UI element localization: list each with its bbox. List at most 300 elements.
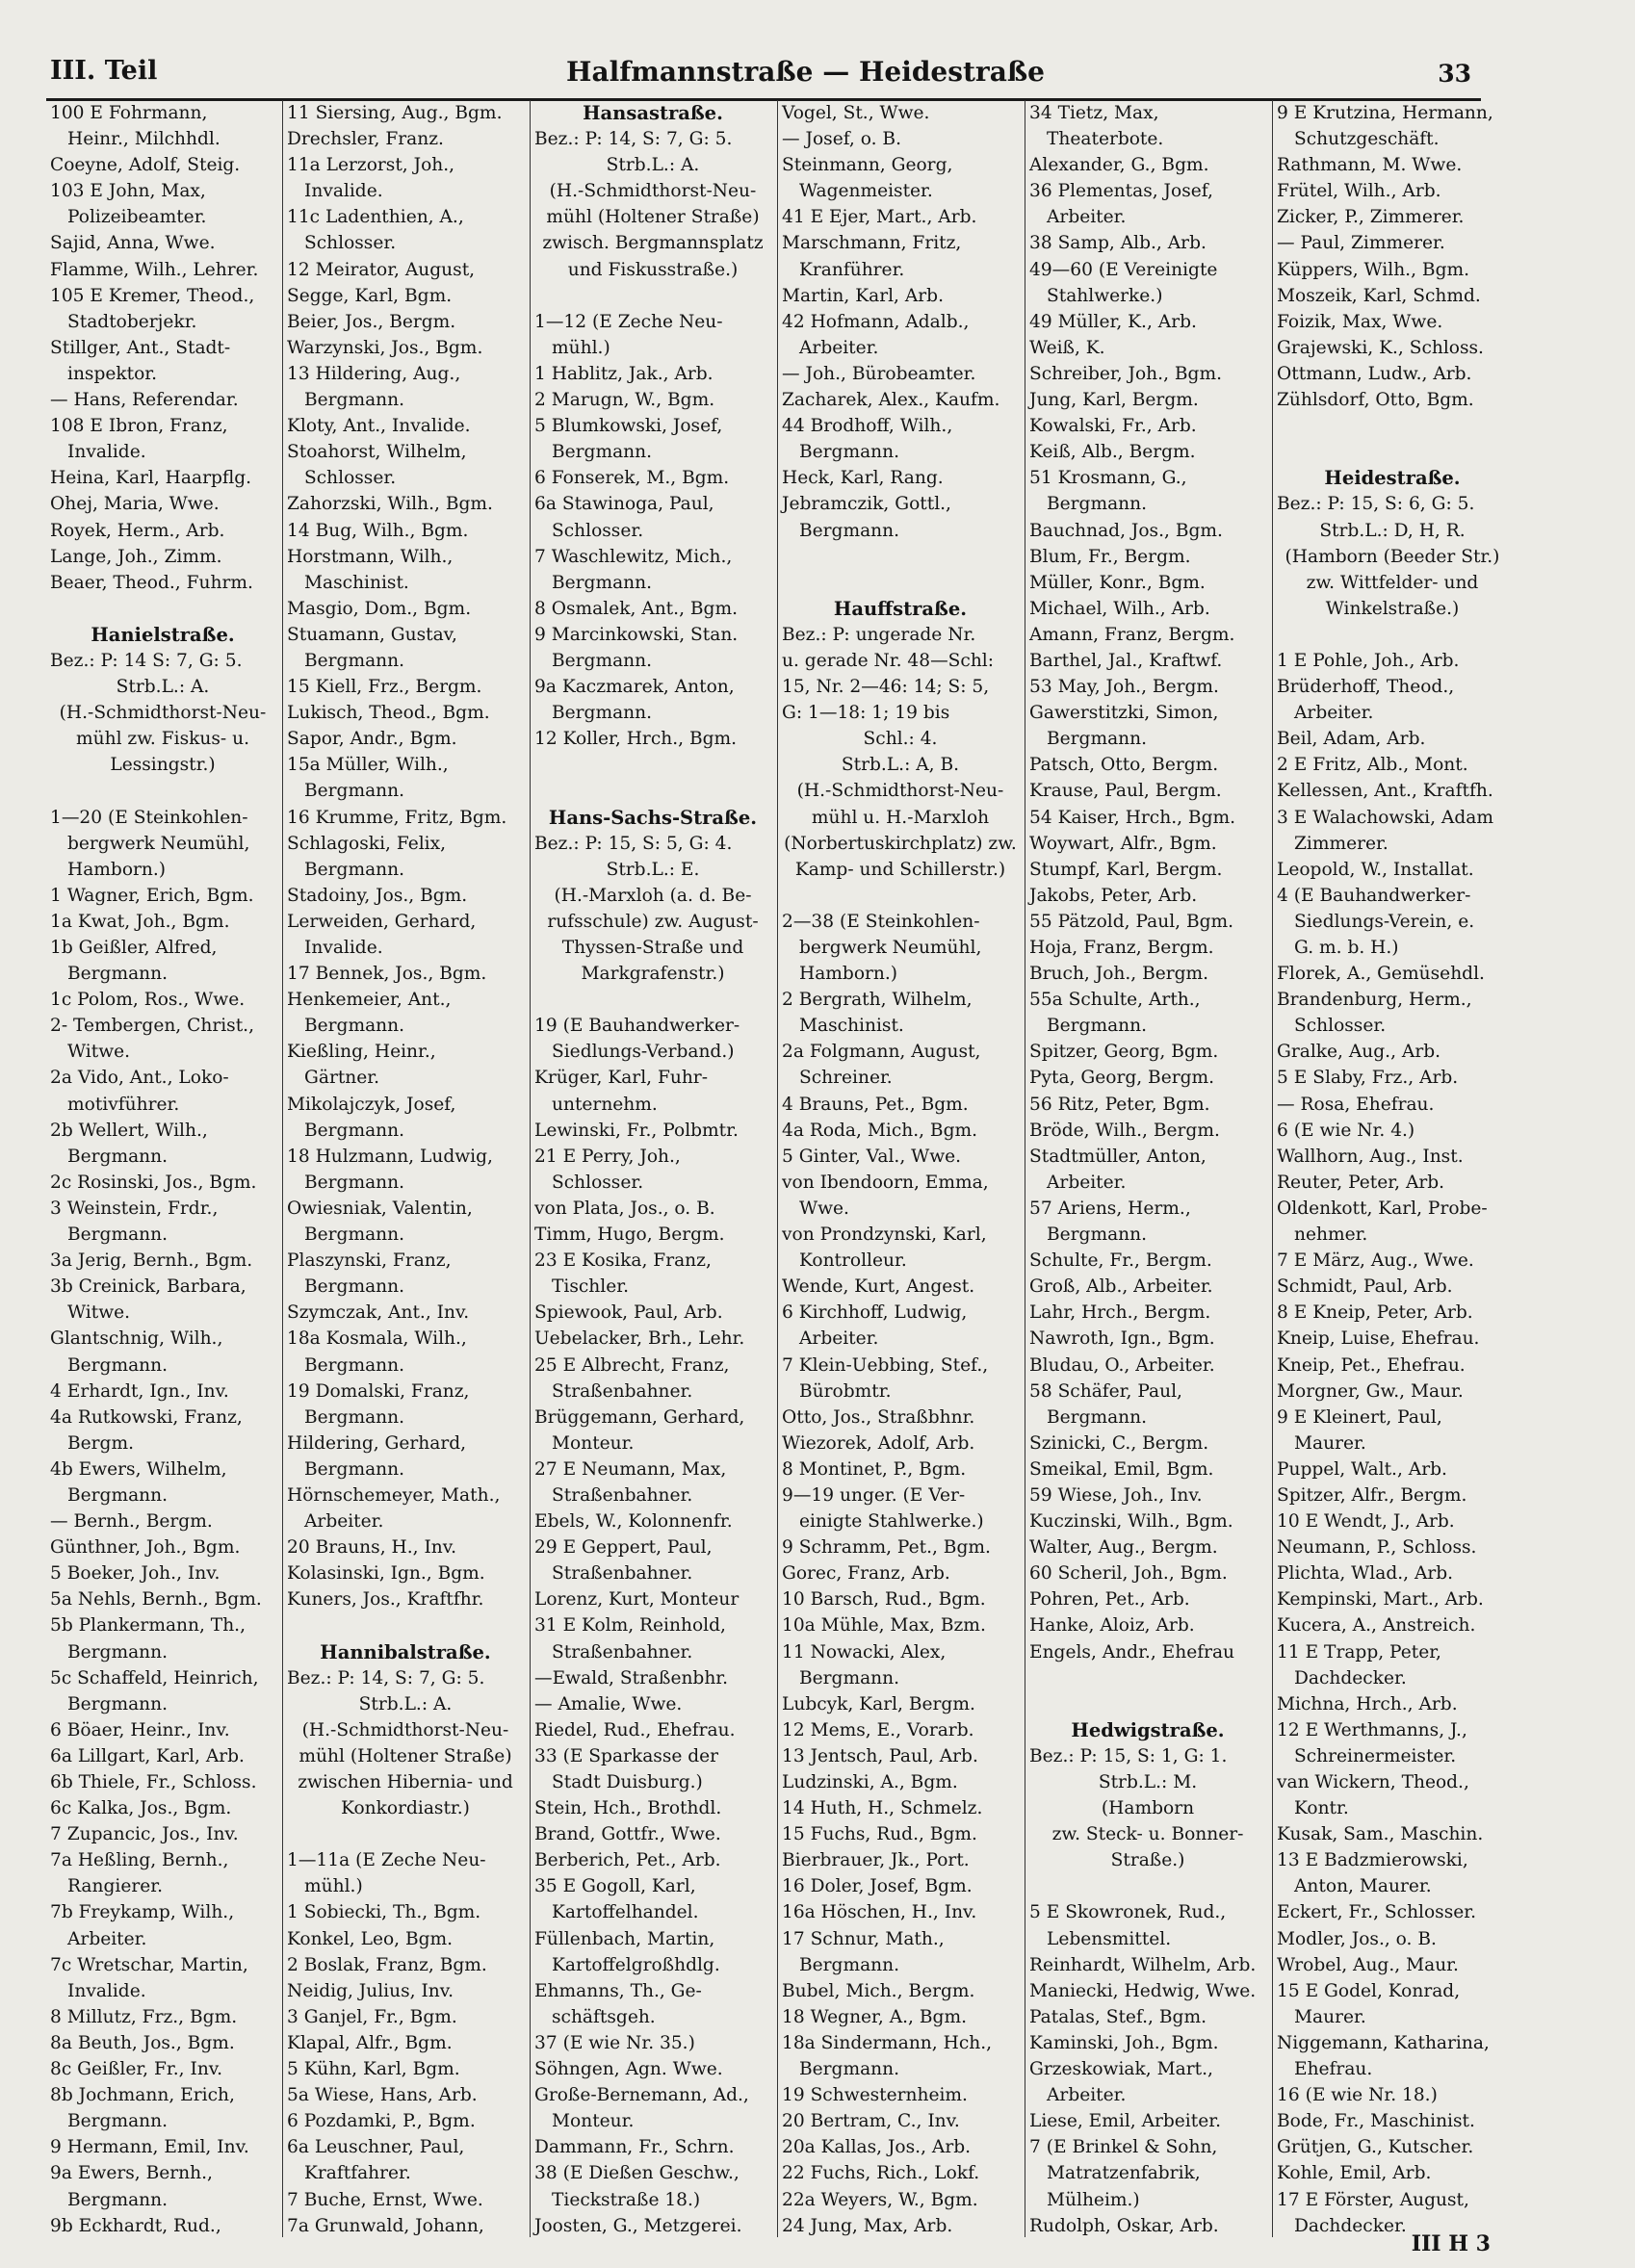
directory-entry: Stoahorst, Wilhelm, — [287, 442, 467, 463]
entry-continuation: Bergmann. — [304, 1120, 405, 1141]
entry-continuation: Invalide. — [67, 442, 146, 463]
directory-entry: Schmidt, Paul, Arb. — [1277, 1276, 1453, 1298]
entry-continuation: mühl.) — [304, 1876, 363, 1897]
directory-entry: 11c Ladenthien, A., — [287, 207, 464, 228]
directory-entry: 1a Kwat, Joh., Bgm. — [50, 911, 230, 932]
directory-entry: 7a Grunwald, Johann, — [287, 2215, 484, 2236]
entry-continuation: Invalide. — [304, 181, 383, 202]
directory-entry: Engels, Andr., Ehefrau — [1029, 1641, 1235, 1662]
column-3 — [530, 100, 775, 2237]
entry-continuation: Bergmann. — [1047, 1016, 1148, 1037]
directory-entry: Szymczak, Ant., Inv. — [287, 1302, 470, 1324]
directory-entry: 38 Samp, Alb., Arb. — [1029, 233, 1207, 254]
directory-entry: 12 Koller, Hrch., Bgm. — [534, 729, 738, 750]
street-info-line: (Norbertuskirchplatz) zw. — [784, 833, 1017, 854]
directory-entry: Bez.: P: 15, S: 5, G: 4. — [534, 833, 733, 854]
column-4 — [777, 100, 1023, 2237]
blank-line — [1273, 622, 1512, 648]
entry-continuation: Siedlungs-Verband.) — [552, 1042, 735, 1063]
entry-continuation: Rangierer. — [67, 1876, 163, 1897]
directory-entry: Pyta, Georg, Bergm. — [1029, 1068, 1215, 1089]
directory-entry: 2a Folgmann, August, — [782, 1042, 981, 1063]
directory-entry: Riedel, Rud., Ehefrau. — [534, 1719, 736, 1740]
directory-entry: 1—20 (E Steinkohlen- — [50, 807, 248, 828]
directory-entry: 13 Hildering, Aug., — [287, 363, 461, 384]
entry-continuation: Bergmann. — [67, 2111, 169, 2132]
street-info-line: rufsschule) zw. August- — [547, 911, 759, 932]
directory-entry: Kaminski, Joh., Bgm. — [1029, 2032, 1219, 2053]
directory-entry: Kowalski, Fr., Arb. — [1029, 416, 1197, 437]
directory-entry: 3 E Walachowski, Adam — [1277, 807, 1493, 828]
street-info-line: mühl (Holtener Straße) — [546, 207, 760, 228]
directory-entry: 17 Bennek, Jos., Bgm. — [287, 964, 487, 985]
directory-entry: 7b Freykamp, Wilh., — [50, 1902, 235, 1923]
directory-entry: Füllenbach, Martin, — [534, 1928, 715, 1949]
directory-entry: 57 Ariens, Herm., — [1029, 1198, 1191, 1219]
directory-entry: Bez.: P: 14 S: 7, G: 5. — [50, 650, 243, 671]
directory-entry: Lukisch, Theod., Bgm. — [287, 703, 490, 724]
directory-entry: 8 Osmalek, Ant., Bgm. — [534, 598, 738, 619]
directory-entry: 18a Kosmala, Wilh., — [287, 1328, 467, 1350]
street-info-line: Lessingstr.) — [110, 755, 216, 776]
directory-entry: Neidig, Julius, Inv. — [287, 1980, 454, 2001]
directory-entry: Gorec, Franz, Arb. — [782, 1563, 950, 1585]
entry-continuation: motivführer. — [67, 1094, 180, 1115]
street-info-line: zwisch. Bergmannsplatz — [542, 233, 764, 254]
street-info-line: Strb.L.: A. — [606, 155, 700, 176]
directory-entry: Leopold, W., Installat. — [1277, 859, 1474, 880]
directory-entry: Stillger, Ant., Stadt- — [50, 337, 231, 358]
directory-entry: 103 E John, Max, — [50, 181, 206, 202]
directory-entry: Walter, Aug., Bergm. — [1029, 1537, 1218, 1559]
entry-continuation: Bergmann. — [304, 1354, 405, 1376]
directory-entry: 18 Wegner, A., Bgm. — [782, 2006, 967, 2027]
entry-continuation: Bergmann. — [304, 650, 405, 671]
directory-entry: Hoja, Franz, Bergm. — [1029, 938, 1214, 958]
directory-entry: 33 (E Sparkasse der — [534, 1745, 719, 1766]
entry-continuation: Bergmann. — [304, 1406, 405, 1428]
entry-continuation: Maschinist. — [799, 1016, 904, 1037]
directory-entry: 1 Sobiecki, Th., Bgm. — [287, 1902, 481, 1923]
directory-entry: 54 Kaiser, Hrch., Bgm. — [1029, 807, 1236, 828]
directory-entry: 6a Leuschner, Paul, — [287, 2137, 465, 2158]
directory-entry: Lange, Joh., Zimm. — [50, 546, 222, 567]
entry-continuation: Polizeibeamter. — [67, 207, 207, 228]
directory-entry: 1b Geißler, Alfred, — [50, 938, 218, 958]
street-heading: Hauffstraße. — [833, 597, 968, 620]
directory-entry: Grajewski, K., Schloss. — [1277, 337, 1484, 358]
entry-continuation: Straßenbahner. — [552, 1484, 693, 1506]
street-heading: Hans-Sachs-Straße. — [548, 806, 758, 829]
directory-entry: Otto, Jos., Straßbhnr. — [782, 1406, 975, 1428]
directory-entry: 9 E Kleinert, Paul, — [1277, 1406, 1442, 1428]
directory-entry: 5 E Skowronek, Rud., — [1029, 1902, 1227, 1923]
entry-continuation: Invalide. — [67, 1980, 146, 2001]
directory-entry: Masgio, Dom., Bgm. — [287, 598, 472, 619]
directory-entry: — Paul, Zimmerer. — [1277, 233, 1445, 254]
directory-entry: Mikolajczyk, Josef, — [287, 1094, 456, 1115]
entry-continuation: Arbeiter. — [1047, 2085, 1127, 2106]
entry-continuation: unternehm. — [552, 1094, 658, 1115]
entry-continuation: bergwerk Neumühl, — [67, 833, 250, 854]
entry-continuation: Bürobmtr. — [799, 1380, 892, 1402]
directory-entry: Flamme, Wilh., Lehrer. — [50, 259, 259, 280]
directory-entry: Smeikal, Emil, Bgm. — [1029, 1458, 1214, 1480]
entry-continuation: Bergmann. — [304, 1172, 405, 1193]
blank-line — [1025, 1873, 1270, 1899]
directory-entry: 1—12 (E Zeche Neu- — [534, 311, 723, 332]
directory-entry: Barthel, Jal., Kraftwf. — [1029, 650, 1223, 671]
directory-entry: Blum, Fr., Bergm. — [1029, 546, 1191, 567]
street-info-line: (H.-Schmidthorst-Neu- — [549, 181, 757, 202]
directory-entry: 41 E Ejer, Mart., Arb. — [782, 207, 977, 228]
directory-entry: 7 (E Brinkel & Sohn, — [1029, 2137, 1218, 2158]
directory-entry: — Bernh., Bergm. — [50, 1511, 213, 1533]
directory-entry: Söhngen, Agn. Wwe. — [534, 2059, 723, 2080]
directory-entry: Plaszynski, Franz, — [287, 1250, 452, 1272]
street-info-line: Thyssen-Straße und — [561, 938, 744, 958]
directory-entry: Alexander, G., Bgm. — [1029, 155, 1209, 176]
directory-entry: — Josef, o. B. — [782, 129, 902, 150]
street-info-line: Strb.L.: A, B. — [841, 755, 960, 776]
entry-continuation: Monteur. — [552, 1432, 635, 1454]
directory-entry: Kneip, Pet., Ehefrau. — [1277, 1354, 1466, 1376]
directory-entry: 60 Scheril, Joh., Bgm. — [1029, 1563, 1228, 1585]
entry-continuation: Schlosser. — [304, 233, 397, 254]
directory-entry: 4a Rutkowski, Franz, — [50, 1406, 243, 1428]
street-info-line: (H.-Schmidthorst-Neu- — [59, 703, 267, 724]
directory-entry: 105 E Kremer, Theod., — [50, 285, 255, 306]
street-info-line: Strb.L.: D, H, R. — [1319, 520, 1466, 541]
entry-continuation: Kraftfahrer. — [304, 2163, 411, 2184]
directory-entry: 5 Ginter, Val., Wwe. — [782, 1146, 962, 1167]
street-info-line: zw. Steck- u. Bonner- — [1051, 1824, 1244, 1845]
entry-continuation: Wagenmeister. — [799, 181, 933, 202]
blank-line — [1025, 1665, 1270, 1691]
street-info-line: Strb.L.: A. — [358, 1693, 453, 1714]
directory-entry: Florek, A., Gemüsehdl. — [1277, 964, 1485, 985]
directory-entry: Krause, Paul, Bergm. — [1029, 781, 1222, 802]
directory-entry: 11a Lerzorst, Joh., — [287, 155, 455, 176]
directory-entry: 44 Brodhoff, Wilh., — [782, 416, 953, 437]
entry-continuation: Lebensmittel. — [1047, 1928, 1172, 1949]
directory-entry: Heina, Karl, Haarpflg. — [50, 468, 252, 489]
directory-entry: Glantschnig, Wilh., — [50, 1328, 223, 1350]
directory-entry: 8 Millutz, Frz., Bgm. — [50, 2006, 238, 2027]
directory-entry: 1 Hablitz, Jak., Arb. — [534, 363, 714, 384]
directory-entry: 2 Bergrath, Wilhelm, — [782, 990, 973, 1011]
directory-entry: 20 Bertram, C., Inv. — [782, 2111, 960, 2132]
directory-entry: 27 E Neumann, Max, — [534, 1458, 727, 1480]
directory-entry: Stuamann, Gustav, — [287, 624, 457, 645]
street-heading: Hanielstraße. — [91, 623, 235, 646]
directory-entry: Kneip, Luise, Ehefrau. — [1277, 1328, 1480, 1350]
directory-entry: Dammann, Fr., Schrn. — [534, 2137, 735, 2158]
entry-continuation: Bergmann. — [1047, 1406, 1148, 1428]
directory-entry: 15 E Godel, Konrad, — [1277, 1980, 1461, 2001]
directory-entry: 5 Blumkowski, Josef, — [534, 416, 723, 437]
entry-continuation: Tischler. — [552, 1276, 629, 1298]
entry-continuation: Bergmann. — [552, 650, 653, 671]
entry-continuation: Arbeiter. — [799, 337, 879, 358]
entry-continuation: Bergmann. — [552, 442, 653, 463]
entry-continuation: Invalide. — [304, 938, 383, 958]
directory-entry: Gralke, Aug., Arb. — [1277, 1042, 1441, 1063]
directory-entry: Vogel, St., Wwe. — [782, 103, 930, 123]
directory-entry: Puppel, Walt., Arb. — [1277, 1458, 1447, 1480]
directory-entry: 9b Eckhardt, Rud., — [50, 2215, 221, 2236]
directory-entry: von Plata, Jos., o. B. — [534, 1198, 715, 1219]
directory-entry: Jung, Karl, Bergm. — [1029, 390, 1199, 411]
street-info-line: Schl.: 4. — [863, 729, 938, 750]
entry-continuation: Dachdecker. — [1294, 1667, 1407, 1688]
directory-entry: Lerweiden, Gerhard, — [287, 911, 477, 932]
directory-entry: Niggemann, Katharina, — [1277, 2032, 1490, 2053]
directory-entry: 2- Tembergen, Christ., — [50, 1016, 254, 1037]
directory-entry: Küppers, Wilh., Bgm. — [1277, 259, 1470, 280]
directory-entry: von Ibendoorn, Emma, — [782, 1172, 989, 1193]
directory-entry: van Wickern, Theod., — [1277, 1772, 1469, 1792]
blank-line — [778, 570, 1023, 596]
directory-entry: 6b Thiele, Fr., Schloss. — [50, 1772, 257, 1792]
directory-entry: 55 Pätzold, Paul, Bgm. — [1029, 911, 1234, 932]
directory-entry: 10 Barsch, Rud., Bgm. — [782, 1589, 986, 1611]
directory-entry: 6a Stawinoga, Paul, — [534, 494, 714, 515]
directory-entry: Bez.: P: 15, S: 6, G: 5. — [1277, 494, 1475, 515]
entry-continuation: Bergmann. — [67, 1693, 169, 1714]
street-info-line: Konkordiastr.) — [341, 1798, 470, 1819]
directory-entry: Ludzinski, A., Bgm. — [782, 1772, 958, 1792]
directory-entry: Wende, Kurt, Angest. — [782, 1276, 975, 1298]
directory-entry: Kießling, Heinr., — [287, 1042, 436, 1063]
entry-continuation: Bergmann. — [67, 2189, 169, 2210]
entry-continuation: Bergmann. — [67, 1641, 169, 1662]
directory-entry: 2 Marugn, W., Bgm. — [534, 390, 715, 411]
street-info-line: mühl (Holtener Straße) — [298, 1745, 512, 1766]
directory-entry: Krüger, Karl, Fuhr- — [534, 1068, 708, 1089]
directory-entry: 17 E Förster, August, — [1277, 2189, 1469, 2210]
directory-entry: 23 E Kosika, Franz, — [534, 1250, 712, 1272]
street-info-line: zwischen Hibernia- und — [298, 1772, 513, 1792]
directory-entry: 10a Mühle, Max, Bzm. — [782, 1615, 986, 1637]
directory-entry: 7 E März, Aug., Wwe. — [1277, 1250, 1474, 1272]
entry-continuation: Bergmann. — [304, 1458, 405, 1480]
directory-entry: Heck, Karl, Rang. — [782, 468, 944, 489]
directory-entry: Ohej, Maria, Wwe. — [50, 494, 220, 515]
street-info-line: Strb.L.: A. — [116, 677, 210, 698]
directory-entry: 14 Bug, Wilh., Bgm. — [287, 520, 469, 541]
entry-continuation: Bergmann. — [799, 1667, 900, 1688]
blank-line — [46, 778, 279, 804]
directory-entry: Nawroth, Ign., Bgm. — [1029, 1328, 1215, 1350]
street-info-line: zw. Wittfelder- und — [1306, 572, 1479, 593]
entry-continuation: Heinr., Milchhdl. — [67, 129, 221, 150]
directory-entry: 2—38 (E Steinkohlen- — [782, 911, 980, 932]
directory-entry: Spitzer, Alfr., Bergm. — [1277, 1484, 1467, 1506]
directory-entry: Stumpf, Karl, Bergm. — [1029, 859, 1223, 880]
directory-entry: Rudolph, Oskar, Arb. — [1029, 2215, 1219, 2236]
entry-continuation: Bergmann. — [799, 2059, 900, 2080]
directory-entry: Kucera, A., Anstreich. — [1277, 1615, 1476, 1637]
directory-entry: 20 Brauns, H., Inv. — [287, 1537, 456, 1559]
signature-mark: III H 3 — [1411, 2231, 1491, 2256]
directory-entry: Hanke, Aloiz, Arb. — [1029, 1615, 1195, 1637]
directory-entry: 11 Siersing, Aug., Bgm. — [287, 103, 503, 123]
directory-entry: 37 (E wie Nr. 35.) — [534, 2032, 695, 2053]
directory-entry: 9 Schramm, Pet., Bgm. — [782, 1537, 991, 1559]
entry-continuation: Schutzgeschäft. — [1294, 129, 1440, 150]
directory-entry: Warzynski, Jos., Bgm. — [287, 337, 483, 358]
entry-continuation: Bergmann. — [552, 703, 653, 724]
directory-entry: Kusak, Sam., Maschin. — [1277, 1824, 1484, 1845]
directory-entry: Hörnschemeyer, Math., — [287, 1484, 501, 1506]
directory-entry: 5c Schaffeld, Heinrich, — [50, 1667, 259, 1688]
street-info-line: mühl u. H.-Marxloh — [811, 807, 990, 828]
entry-continuation: Bergmann. — [67, 964, 169, 985]
directory-entry: Zahorzski, Wilh., Bgm. — [287, 494, 493, 515]
directory-entry: 6a Lillgart, Karl, Arb. — [50, 1745, 245, 1766]
directory-entry: 14 Huth, H., Schmelz. — [782, 1798, 983, 1819]
entry-continuation: Anton, Maurer. — [1294, 1876, 1432, 1897]
directory-entry: 5a Nehls, Bernh., Bgm. — [50, 1589, 262, 1611]
directory-entry: 38 (E Dießen Geschw., — [534, 2163, 740, 2184]
directory-entry: Beaer, Theod., Fuhrm. — [50, 572, 253, 593]
directory-entry: 9—19 unger. (E Ver- — [782, 1484, 966, 1506]
directory-entry: 4 (E Bauhandwerker- — [1277, 885, 1471, 906]
entry-continuation: Matratzenfabrik, — [1047, 2163, 1201, 2184]
directory-entry: 15a Müller, Wilh., — [287, 755, 449, 776]
directory-entry: 11 Nowacki, Alex, — [782, 1641, 947, 1662]
directory-entry: 1 E Pohle, Joh., Arb. — [1277, 650, 1460, 671]
directory-entry: Schreiber, Joh., Bgm. — [1029, 363, 1223, 384]
entry-continuation: Arbeiter. — [1047, 207, 1127, 228]
directory-entry: Hildering, Gerhard, — [287, 1432, 467, 1454]
directory-entry: Szinicki, C., Bergm. — [1029, 1432, 1209, 1454]
street-info-line: und Fiskusstraße.) — [567, 259, 739, 280]
directory-entry: 58 Schäfer, Paul, — [1029, 1380, 1182, 1402]
entry-continuation: Tieckstraße 18.) — [552, 2189, 701, 2210]
entry-continuation: Gärtner. — [304, 1068, 380, 1089]
entry-continuation: Wwe. — [799, 1198, 849, 1219]
directory-entry: Frütel, Wilh., Arb. — [1277, 181, 1441, 202]
directory-entry: 16 (E wie Nr. 18.) — [1277, 2085, 1438, 2106]
entry-continuation: Witwe. — [67, 1042, 131, 1063]
entry-continuation: Ehefrau. — [1294, 2059, 1373, 2080]
directory-entry: Joosten, G., Metzgerei. — [534, 2215, 742, 2236]
entry-continuation: Bergmann. — [67, 1484, 169, 1506]
directory-entry: 8b Jochmann, Erich, — [50, 2085, 235, 2106]
directory-entry: Ottmann, Ludw., Arb. — [1277, 363, 1472, 384]
directory-entry: Oldenkott, Karl, Probe- — [1277, 1198, 1488, 1219]
directory-entry: 13 Jentsch, Paul, Arb. — [782, 1745, 978, 1766]
directory-entry: 4 Brauns, Pet., Bgm. — [782, 1094, 969, 1115]
directory-entry: Sapor, Andr., Bgm. — [287, 729, 457, 750]
directory-entry: Stadoiny, Jos., Bgm. — [287, 885, 468, 906]
directory-entry: 51 Krosmann, G., — [1029, 468, 1187, 489]
directory-entry: 4 Erhardt, Ign., Inv. — [50, 1380, 229, 1402]
directory-entry: Patalas, Stef., Bgm. — [1029, 2006, 1207, 2027]
directory-entry: 2 E Fritz, Alb., Mont. — [1277, 755, 1468, 776]
directory-entry: Royek, Herm., Arb. — [50, 520, 225, 541]
directory-entry: Konkel, Leo, Bgm. — [287, 1928, 454, 1949]
entry-continuation: Arbeiter. — [67, 1928, 147, 1949]
entry-continuation: Schlosser. — [304, 468, 397, 489]
directory-entry: Bez.: P: 14, S: 7, G: 5. — [534, 129, 733, 150]
directory-entry: Reuter, Peter, Arb. — [1277, 1172, 1445, 1193]
entry-continuation: Schreiner. — [799, 1068, 893, 1089]
directory-entry: 3b Creinick, Barbara, — [50, 1276, 247, 1298]
entry-continuation: Maschinist. — [304, 572, 409, 593]
directory-entry: Amann, Franz, Bergm. — [1029, 624, 1235, 645]
blank-line — [531, 752, 775, 778]
directory-entry: 9a Kaczmarek, Anton, — [534, 677, 735, 698]
directory-entry: 3 Weinstein, Frdr., — [50, 1198, 219, 1219]
directory-entry: Groß, Alb., Arbeiter. — [1029, 1276, 1213, 1298]
entry-continuation: Siedlungs-Verein, e. — [1294, 911, 1475, 932]
directory-entry: Lahr, Hrch., Bergm. — [1029, 1302, 1211, 1324]
directory-entry: 5b Plankermann, Th., — [50, 1615, 247, 1637]
directory-entry: Timm, Hugo, Bergm. — [534, 1224, 725, 1246]
directory-entry: 8 Montinet, P., Bgm. — [782, 1458, 967, 1480]
directory-entry: 22a Weyers, W., Bgm. — [782, 2189, 978, 2210]
directory-entry: 24 Jung, Max, Arb. — [782, 2215, 953, 2236]
directory-entry: 25 E Albrecht, Franz, — [534, 1354, 730, 1376]
directory-entry: Woywart, Alfr., Bgm. — [1029, 833, 1217, 854]
directory-entry: Schulte, Fr., Bergm. — [1029, 1250, 1212, 1272]
entry-continuation: Schlosser. — [552, 1172, 644, 1193]
entry-continuation: Bergmann. — [799, 520, 900, 541]
directory-entry: 108 E Ibron, Franz, — [50, 416, 228, 437]
directory-entry: Müller, Konr., Bgm. — [1029, 572, 1206, 593]
directory-entry: Brüggemann, Gerhard, — [534, 1406, 745, 1428]
entry-continuation: Stahlwerke.) — [1047, 285, 1163, 306]
directory-entry: 18a Sindermann, Hch., — [782, 2032, 993, 2053]
entry-continuation: Bergmann. — [552, 572, 653, 593]
directory-entry: Bez.: P: ungerade Nr. — [782, 624, 976, 645]
directory-entry: 15 Kiell, Frz., Bergm. — [287, 677, 482, 698]
directory-entry: Patsch, Otto, Bergm. — [1029, 755, 1219, 776]
blank-line — [778, 544, 1023, 570]
entry-continuation: Arbeiter. — [304, 1511, 384, 1533]
directory-entry: Zicker, P., Zimmerer. — [1277, 207, 1465, 228]
entry-continuation: Bergmann. — [67, 1224, 169, 1246]
directory-entry: Günthner, Joh., Bgm. — [50, 1537, 241, 1559]
directory-entry: Bez.: P: 14, S: 7, G: 5. — [287, 1667, 485, 1688]
entry-continuation: bergwerk Neumühl, — [799, 938, 982, 958]
blank-line — [46, 596, 279, 622]
street-info-line: Strb.L.: E. — [606, 859, 700, 880]
entry-continuation: Schlosser. — [552, 520, 644, 541]
directory-entry: Owiesniak, Valentin, — [287, 1198, 473, 1219]
directory-entry: 8 E Kneip, Peter, Arb. — [1277, 1302, 1473, 1324]
street-heading: Hannibalstraße. — [320, 1640, 491, 1663]
street-info-line: Kamp- und Schillerstr.) — [794, 859, 1006, 880]
directory-entry: 18 Hulzmann, Ludwig, — [287, 1146, 493, 1167]
entry-continuation: Kartoffelgroßhdlg. — [552, 1954, 720, 1975]
directory-entry: Modler, Jos., o. B. — [1277, 1928, 1437, 1949]
directory-entry: Henkemeier, Ant., — [287, 990, 452, 1011]
blank-line — [531, 987, 775, 1013]
entry-continuation: mühl.) — [552, 337, 610, 358]
directory-entry: 10 E Wendt, J., Arb. — [1277, 1511, 1455, 1533]
part-label: III. Teil — [50, 56, 158, 86]
street-info-line: Winkelstraße.) — [1325, 598, 1460, 619]
entry-continuation: Bergmann. — [67, 1354, 169, 1376]
directory-entry: 8c Geißler, Fr., Inv. — [50, 2059, 222, 2080]
directory-entry: Große-Bernemann, Ad., — [534, 2085, 749, 2106]
blank-line — [1273, 413, 1512, 439]
directory-entry: 5 Boeker, Joh., Inv. — [50, 1563, 221, 1585]
